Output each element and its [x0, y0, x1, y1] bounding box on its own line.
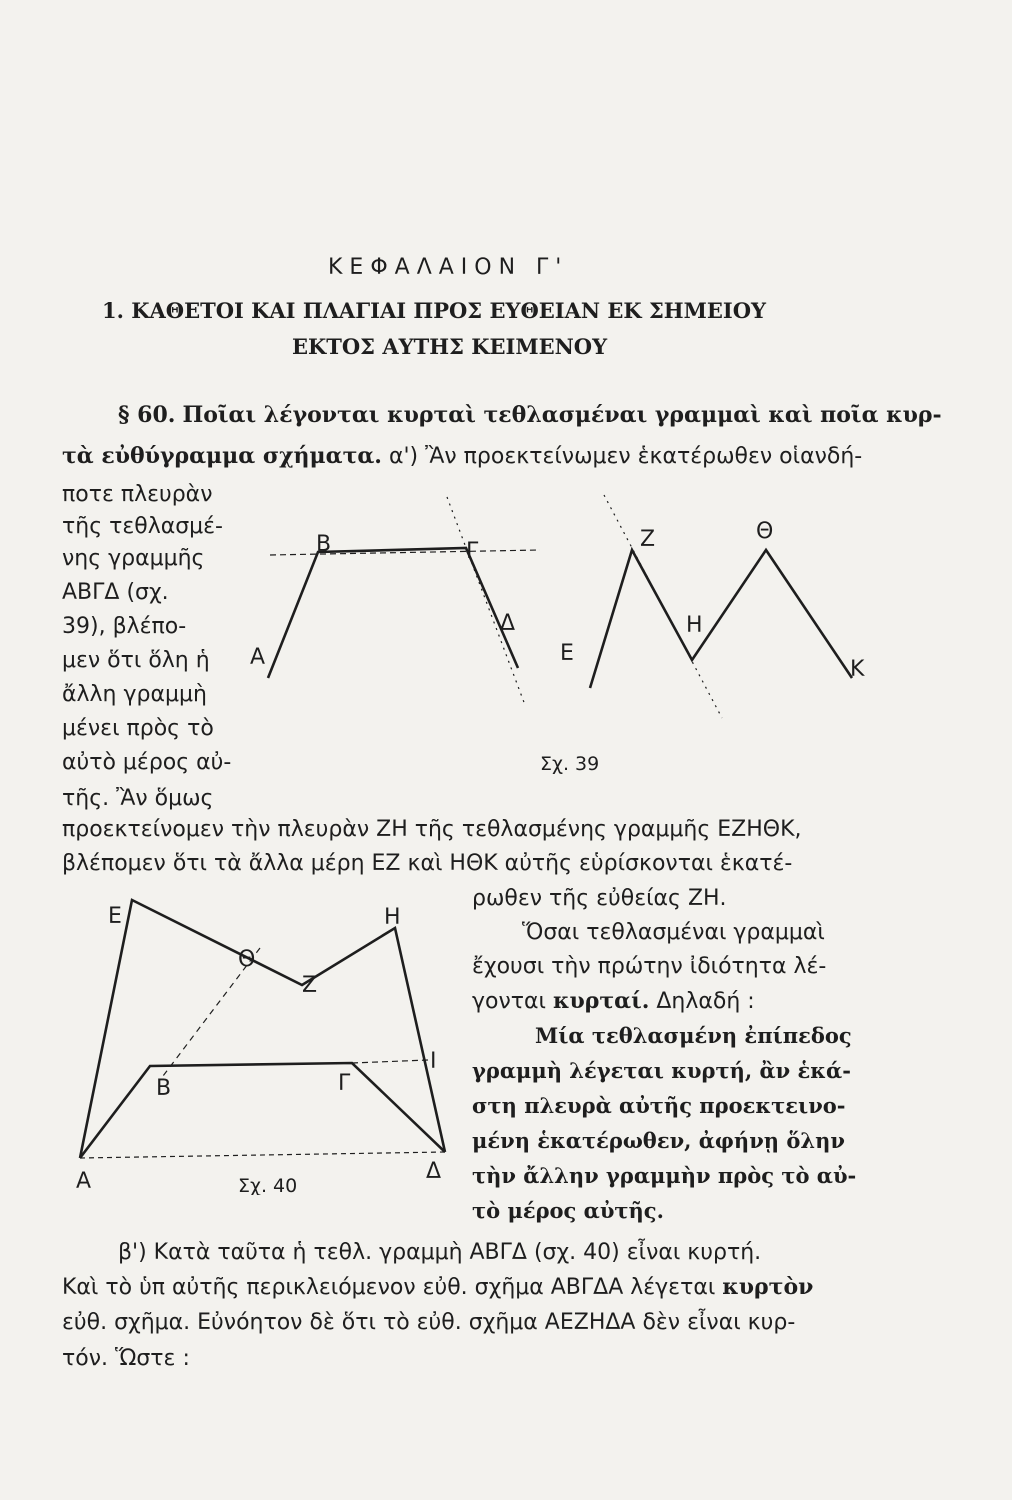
narrow-line-1: ποτε πλευρὰν	[62, 482, 213, 507]
fig40-polyline-aezhd	[80, 900, 445, 1158]
narrow-line-9: αὐτὸ μέρος αὐ-	[62, 750, 232, 775]
definition-line-5: τὴν ἄλλην γραμμὴν πρὸς τὸ αὐ-	[472, 1163, 857, 1188]
right-line-2: Ὅσαι τεθλασμέναι γραμμαὶ	[522, 920, 825, 945]
fig39-label-a: Α	[250, 645, 266, 670]
fig40-polyline-abgd	[80, 1063, 445, 1158]
fig39-label-k: Κ	[850, 657, 865, 682]
right-line-3: ἔχουσι τὴν πρώτην ἰδιότητα λέ-	[472, 954, 827, 979]
fig40-caption: Σχ. 40	[238, 1175, 298, 1195]
right-line-4	[472, 988, 755, 1014]
fig40-label-e: Ε	[108, 904, 122, 929]
fig40-label-a: Α	[76, 1169, 92, 1194]
narrow-line-10: τῆς. Ἂν ὅμως	[62, 786, 214, 811]
fig39-label-h: Η	[686, 613, 703, 638]
section-heading-line2: ΕΚΤΟΣ ΑΥΤΗΣ ΚΕΙΜΕΝΟΥ	[292, 334, 608, 359]
fig40-label-h: Η	[384, 905, 401, 930]
fig40-label-z: Ζ	[302, 973, 318, 998]
paragraph-title-end: τὰ εὐθύγραμμα σχήματα.	[62, 443, 382, 469]
kyrton-term: κυρτὸν	[722, 1274, 814, 1300]
figure-39	[240, 490, 880, 780]
last-line-1-text: Καὶ τὸ ὑπ αὐτῆς περικλειόμενον εὐθ. σχῆμα ΑΒΓΔΑ λέγεται	[62, 1275, 723, 1300]
definition-line-3: στη πλευρὰ αὐτῆς προεκτεινο-	[472, 1093, 846, 1118]
kyrtai-prefix: γονται	[472, 989, 553, 1014]
narrow-line-4: ΑΒΓΔ (σχ.	[62, 580, 169, 605]
full-line-2: βλέπομεν ὅτι τὰ ἄλλα μέρη ΕΖ καὶ ΗΘΚ αὐτῆς εὑρίσκονται ἑκατέ-	[62, 851, 793, 876]
beta-line: β') Κατὰ ταῦτα ἡ τεθλ. γραμμὴ ΑΒΓΔ (σχ. 40) εἶναι κυρτή.	[118, 1240, 762, 1265]
fig40-dashed-ad	[80, 1152, 445, 1158]
narrow-line-6: μεν ὅτι ὅλη ἡ	[62, 648, 210, 673]
kyrtai-term: κυρταί.	[552, 988, 650, 1014]
figure-40	[70, 895, 470, 1195]
section-heading-line1: 1. ΚΑΘΕΤΟΙ ΚΑΙ ΠΛΑΓΙΑΙ ΠΡΟΣ ΕΥΘΕΙΑΝ ΕΚ ΣΗΜΕΙΟΥ	[102, 298, 767, 323]
fig39-polyline-abgd	[268, 548, 518, 678]
definition-line-6: τὸ μέρος αὐτῆς.	[472, 1198, 664, 1223]
paragraph-title-line1	[118, 402, 942, 428]
narrow-line-2: τῆς τεθλασμέ-	[62, 514, 223, 539]
last-line-1	[62, 1274, 813, 1300]
fig39-label-b: Β	[316, 532, 332, 557]
definition-line-2: γραμμὴ λέγεται κυρτή, ἂν ἑκά-	[472, 1058, 851, 1083]
paragraph-title-text: Ποῖαι λέγονται κυρταὶ τεθλασμέναι γραμμαὶ καὶ ποῖα κυρ-	[182, 402, 942, 428]
fig40-label-i: Ι	[430, 1049, 437, 1074]
last-line-3: τόν. Ὥστε :	[62, 1346, 190, 1371]
fig39-caption: Σχ. 39	[540, 753, 600, 775]
right-line-1: ρωθεν τῆς εὐθείας ΖΗ.	[472, 886, 727, 911]
fig40-label-d: Δ	[426, 1159, 442, 1184]
fig40-label-g: Γ	[338, 1071, 351, 1096]
fig39-extension-gd	[447, 497, 525, 705]
fig39-polyline-ezhthk	[590, 550, 852, 688]
narrow-line-3: νης γραμμῆς	[62, 546, 205, 571]
fig40-label-th: Θ	[238, 947, 256, 972]
last-line-2: εὐθ. σχῆμα. Εὐνόητον δὲ ὅτι τὸ εὐθ. σχῆμα ΑΕΖΗΔΑ δὲν εἶναι κυρ-	[62, 1310, 796, 1335]
full-line-1: προεκτείνομεν τὴν πλευρὰν ΖΗ τῆς τεθλασμένης γραμμῆς ΕΖΗΘΚ,	[62, 817, 802, 842]
narrow-line-5: 39), βλέπο-	[62, 614, 187, 639]
fig39-label-z: Ζ	[640, 527, 656, 552]
fig39-label-e: Ε	[560, 641, 574, 666]
paragraph-text-start: α') Ἂν προεκτείνωμεν ἑκατέρωθεν οἱανδή-	[381, 444, 863, 469]
paragraph-number: § 60.	[118, 402, 176, 428]
fig39-label-g: Γ	[466, 539, 479, 564]
fig40-dashed-gi	[352, 1060, 428, 1063]
narrow-line-8: μένει πρὸς τὸ	[62, 716, 214, 741]
fig40-label-b: Β	[156, 1076, 172, 1101]
fig39-label-d: Δ	[500, 611, 516, 636]
definition-line-4: μένη ἑκατέρωθεν, ἀφήνῃ ὅλην	[472, 1128, 845, 1153]
paragraph-title-line2	[62, 443, 862, 469]
chapter-title: ΚΕΦΑΛΑΙΟΝ Γ'	[328, 255, 569, 280]
definition-line-1: Μία τεθλασμένη ἐπίπεδος	[535, 1023, 852, 1048]
fig39-label-th: Θ	[756, 519, 774, 544]
kyrtai-suffix: Δηλαδή :	[649, 989, 755, 1014]
narrow-line-7: ἄλλη γραμμὴ	[62, 682, 207, 707]
